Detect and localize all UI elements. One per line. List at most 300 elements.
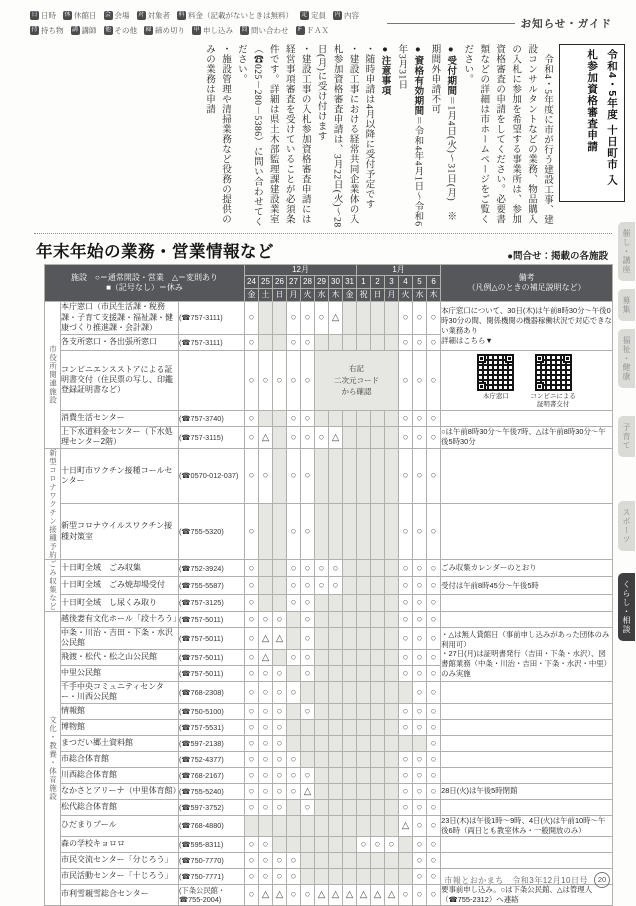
closed-cell — [385, 767, 399, 783]
closed-cell — [371, 628, 385, 650]
closed-cell — [329, 751, 343, 767]
open-mark-cell: ○ — [245, 852, 259, 868]
open-mark-cell: ○ — [245, 612, 259, 628]
table-row — [45, 836, 613, 852]
closed-cell — [343, 852, 357, 868]
article-text: 令和4・5年度に市が行う建設工事、建設コンサルタントなどの業務、物品購入の入札に参加を希望する事業所は、参加資格審査の申請をしてください。必要書類などの詳細は市ホームページをご覧ください。 — [462, 44, 552, 225]
closed-cell — [357, 577, 371, 594]
open-mark-cell: ○ — [427, 815, 441, 836]
closed-cell — [329, 836, 343, 852]
closed-cell — [329, 719, 343, 735]
open-mark-cell: ○ — [427, 703, 441, 719]
facility-phone: (☎597-2138) — [179, 735, 245, 751]
section-title: 年末年始の業務・営業情報など — [36, 243, 274, 261]
table-row — [45, 852, 613, 868]
closed-cell — [315, 852, 329, 868]
closed-cell — [259, 410, 273, 426]
irregular-mark-cell: △ — [329, 884, 343, 905]
schedule-table — [44, 264, 613, 906]
closed-cell — [301, 868, 315, 884]
remark-cell — [441, 594, 613, 611]
day-header: 金 — [245, 289, 259, 302]
closed-cell — [385, 751, 399, 767]
group-label-cell — [45, 448, 61, 560]
closed-cell — [357, 815, 371, 836]
table-row — [45, 350, 613, 410]
facility-phone: (☎0570-012-037) — [179, 448, 245, 504]
facility-name: 森の学校キョロロ — [61, 836, 179, 852]
facility-phone: (☎768-2308) — [179, 681, 245, 703]
facility-name: 市民交流センター「分じろう」 — [61, 852, 179, 868]
closed-cell — [315, 594, 329, 611]
irregular-mark-cell: △ — [315, 884, 329, 905]
open-mark-cell: ○ — [287, 594, 301, 611]
closed-cell — [301, 719, 315, 735]
open-mark-cell: ○ — [427, 836, 441, 852]
table-row — [45, 577, 613, 594]
closed-cell — [385, 703, 399, 719]
open-mark-cell: ○ — [427, 302, 441, 334]
open-mark-cell: ○ — [287, 783, 301, 799]
legend-item — [177, 9, 293, 22]
table-row — [45, 302, 613, 334]
closed-cell — [385, 665, 399, 681]
open-mark-cell: ○ — [427, 560, 441, 577]
closed-cell — [287, 612, 301, 628]
date-header: 26 — [273, 276, 287, 289]
remark-cell: ○は午前8時30分～午後7時、△は午前8時30分～午後5時30分 — [441, 426, 613, 448]
open-mark-cell: ○ — [273, 665, 287, 681]
open-mark-cell: ○ — [301, 410, 315, 426]
table-header-december: 12月 — [245, 265, 357, 276]
qr-code-city-hall-wrap — [477, 354, 514, 401]
closed-cell — [329, 448, 343, 504]
open-mark-cell: ○ — [259, 767, 273, 783]
facility-name: 本庁窓口（市民生活課・税務課・子育て支援課・福祉課・健康づくり推進課・会計課） — [61, 302, 179, 334]
open-mark-cell: ○ — [399, 884, 413, 905]
closed-cell — [343, 783, 357, 799]
open-mark-cell: ○ — [427, 577, 441, 594]
legend-item-label: 料金（記載がないときは無料） — [188, 11, 293, 20]
closed-cell — [371, 302, 385, 334]
day-header: 水 — [315, 289, 329, 302]
irregular-mark-cell: △ — [259, 628, 273, 650]
closed-cell — [329, 504, 343, 560]
open-mark-cell: ○ — [287, 681, 301, 703]
closed-cell — [343, 560, 357, 577]
remark-cell — [441, 836, 613, 852]
closed-cell — [385, 334, 399, 350]
closed-cell — [273, 815, 287, 836]
table-row — [45, 560, 613, 577]
article-heading: ●受付期間 — [445, 44, 457, 96]
article-heading: ●資格有効期間 — [412, 44, 424, 116]
open-mark-cell: ○ — [413, 703, 427, 719]
irregular-mark-cell: △ — [259, 649, 273, 665]
open-mark-cell: ○ — [301, 649, 315, 665]
closed-cell — [343, 703, 357, 719]
closed-cell — [357, 410, 371, 426]
closed-cell — [273, 426, 287, 448]
open-mark-cell: ○ — [273, 735, 287, 751]
open-mark-cell: ○ — [413, 448, 427, 504]
closed-cell — [315, 649, 329, 665]
closed-cell — [357, 767, 371, 783]
closed-cell — [259, 577, 273, 594]
open-mark-cell: ○ — [329, 560, 343, 577]
open-mark-cell: ○ — [301, 560, 315, 577]
open-mark-cell: ○ — [273, 681, 287, 703]
article-title-box — [559, 44, 625, 202]
closed-cell — [385, 594, 399, 611]
open-mark-cell: ○ — [287, 751, 301, 767]
table-row — [45, 594, 613, 611]
closed-cell — [287, 703, 301, 719]
closed-cell — [371, 504, 385, 560]
closed-cell — [371, 594, 385, 611]
day-header: 木 — [329, 289, 343, 302]
open-mark-cell: ○ — [301, 577, 315, 594]
open-mark-cell: ○ — [413, 868, 427, 884]
legend-休-icon: 休 — [64, 12, 71, 18]
facility-name: ひだまりプール — [61, 815, 179, 836]
sidebar-tab-6: くらし・相談 — [618, 573, 635, 641]
closed-cell — [343, 815, 357, 836]
section-contact: ●問合せ：掲載の各施設 — [507, 251, 608, 262]
closed-cell — [343, 665, 357, 681]
facility-name: 消費生活センター — [61, 410, 179, 426]
open-mark-cell: ○ — [357, 836, 371, 852]
open-mark-cell: ○ — [413, 504, 427, 560]
closed-cell — [273, 448, 287, 504]
closed-cell — [357, 594, 371, 611]
closed-cell — [371, 410, 385, 426]
closed-cell — [343, 751, 357, 767]
date-header: 4 — [399, 276, 413, 289]
legend-item — [333, 9, 359, 22]
open-mark-cell: ○ — [399, 350, 413, 410]
open-mark-cell: ○ — [301, 612, 315, 628]
open-mark-cell: ○ — [287, 577, 301, 594]
closed-cell — [357, 783, 371, 799]
facility-phone: (☎757-5531) — [179, 719, 245, 735]
date-header: 29 — [315, 276, 329, 289]
facility-name: 新型コロナウイルスワクチン接種対策室 — [61, 504, 179, 560]
open-mark-cell: ○ — [245, 719, 259, 735]
open-mark-cell: ○ — [301, 767, 315, 783]
open-mark-cell: ○ — [399, 410, 413, 426]
closed-cell — [273, 836, 287, 852]
closed-cell — [315, 504, 329, 560]
open-mark-cell: ○ — [427, 448, 441, 504]
facility-phone: (☎750-5100) — [179, 703, 245, 719]
facility-phone: (☎755-5240) — [179, 783, 245, 799]
open-mark-cell: ○ — [413, 783, 427, 799]
open-mark-cell: ○ — [413, 302, 427, 334]
closed-cell — [329, 868, 343, 884]
closed-cell — [385, 504, 399, 560]
open-mark-cell: ○ — [413, 350, 427, 410]
closed-cell — [329, 852, 343, 868]
open-mark-cell: ○ — [315, 577, 329, 594]
closed-cell — [357, 799, 371, 815]
closed-cell — [315, 703, 329, 719]
open-mark-cell: ○ — [259, 665, 273, 681]
open-mark-cell: ○ — [399, 577, 413, 594]
legend-item-label: 日時 — [41, 11, 56, 20]
closed-cell — [315, 783, 329, 799]
facility-name: 十日町全域 し尿くみ取り — [61, 594, 179, 611]
open-mark-cell: ○ — [399, 612, 413, 628]
qr-finder — [535, 382, 544, 391]
legend-item-label: 休館日 — [74, 11, 97, 20]
facility-phone: (☎757-3125) — [179, 594, 245, 611]
open-mark-cell: ○ — [399, 628, 413, 650]
closed-cell — [343, 681, 357, 703]
open-mark-cell: ○ — [245, 751, 259, 767]
closed-cell — [371, 783, 385, 799]
facility-phone: (☎750-7770) — [179, 852, 245, 868]
closed-cell — [385, 815, 399, 836]
closed-cell — [245, 815, 259, 836]
facility-name: 川西総合体育館 — [61, 767, 179, 783]
article-heading: ●注意事項 — [379, 44, 391, 96]
date-header: 25 — [259, 276, 273, 289]
legend-申-icon: 申 — [193, 27, 200, 33]
open-mark-cell: ○ — [287, 767, 301, 783]
facility-phone: (下条公民館・☎755-2004) — [179, 884, 245, 905]
facility-phone: (☎768-4880) — [179, 815, 245, 836]
irregular-mark-cell: △ — [399, 815, 413, 836]
qr-code-convenience-icon — [535, 354, 572, 391]
day-header: 月 — [287, 289, 301, 302]
closed-cell — [357, 665, 371, 681]
closed-cell — [287, 735, 301, 751]
open-mark-cell: ○ — [427, 681, 441, 703]
irregular-mark-cell: △ — [273, 884, 287, 905]
article-text: ＝1月4日(火)～31日(月) ※期間外申請不可 — [429, 44, 456, 222]
closed-cell — [329, 628, 343, 650]
open-mark-cell: ○ — [287, 426, 301, 448]
date-header: 1 — [357, 276, 371, 289]
remark-cell — [441, 735, 613, 751]
open-mark-cell: ○ — [245, 836, 259, 852]
closed-cell — [329, 735, 343, 751]
open-mark-cell: ○ — [287, 649, 301, 665]
open-mark-cell: ○ — [413, 767, 427, 783]
qr-finder — [563, 354, 572, 363]
open-mark-cell: ○ — [259, 799, 273, 815]
open-mark-cell: ○ — [427, 410, 441, 426]
open-mark-cell: ○ — [399, 649, 413, 665]
open-mark-cell: ○ — [245, 703, 259, 719]
remark-cell: 要事前申し込み。○は下条公民館、△は管理人（☎755-2312）へ連絡 — [441, 884, 613, 905]
facility-phone: (☎750-7771) — [179, 868, 245, 884]
open-mark-cell: ○ — [399, 703, 413, 719]
closed-cell — [399, 868, 413, 884]
sidebar-tab-5: スポーツ — [618, 501, 635, 551]
open-mark-cell: ○ — [273, 783, 287, 799]
footer-issue-text: 市報とおかまち 令和3年12月10日号 — [444, 875, 588, 885]
group-label: 市役所関連施設 — [48, 345, 58, 405]
remark-cell — [441, 852, 613, 868]
closed-cell — [329, 799, 343, 815]
open-mark-cell: ○ — [259, 735, 273, 751]
closed-cell — [259, 815, 273, 836]
legend-他-icon: 他 — [104, 27, 111, 33]
legend-料-icon: 料 — [178, 12, 185, 18]
page-footer — [444, 872, 610, 888]
closed-cell — [371, 735, 385, 751]
open-mark-cell: ○ — [399, 719, 413, 735]
open-mark-cell: ○ — [427, 799, 441, 815]
table-row — [45, 783, 613, 799]
facility-name: まつだい郷土資料館 — [61, 735, 179, 751]
open-mark-cell: ○ — [413, 665, 427, 681]
open-mark-cell: ○ — [427, 751, 441, 767]
open-mark-cell: ○ — [259, 836, 273, 852]
remark-cell: 28日(火)は午後5時閉館 — [441, 783, 613, 799]
open-mark-cell: ○ — [259, 719, 273, 735]
legend-item-label: 講師 — [81, 26, 97, 35]
open-mark-cell: ○ — [259, 350, 273, 410]
open-mark-cell: ○ — [399, 448, 413, 504]
facility-phone — [179, 350, 245, 410]
closed-cell — [315, 334, 329, 350]
closed-cell — [385, 735, 399, 751]
closed-cell — [385, 681, 399, 703]
open-mark-cell: ○ — [287, 560, 301, 577]
facility-phone: (☎757-5011) — [179, 649, 245, 665]
date-header: 3 — [385, 276, 399, 289]
closed-cell — [273, 560, 287, 577]
closed-cell — [371, 799, 385, 815]
table-row — [45, 681, 613, 703]
closed-cell — [301, 852, 315, 868]
open-mark-cell: ○ — [413, 751, 427, 767]
open-mark-cell: ○ — [427, 868, 441, 884]
closed-cell — [259, 560, 273, 577]
open-mark-cell: ○ — [287, 868, 301, 884]
facility-name: 十日町全域 ごみ収集 — [61, 560, 179, 577]
closed-cell — [343, 719, 357, 735]
closed-cell — [301, 735, 315, 751]
table-row — [45, 799, 613, 815]
legend-item — [104, 24, 138, 37]
irregular-mark-cell: △ — [371, 884, 385, 905]
closed-cell — [357, 628, 371, 650]
open-mark-cell: ○ — [427, 852, 441, 868]
closed-cell — [343, 868, 357, 884]
facility-name: なかさとアリーナ（中里体育館） — [61, 783, 179, 799]
open-mark-cell: ○ — [301, 350, 315, 410]
legend-問-icon: 問 — [241, 27, 248, 33]
open-mark-cell: ○ — [399, 302, 413, 334]
closed-cell — [273, 649, 287, 665]
facility-name: 飛渡・松代・松之山公民館 — [61, 649, 179, 665]
closed-cell — [371, 767, 385, 783]
legend-item — [300, 9, 326, 22]
facility-name: 十日町市ワクチン接種コールセンター — [61, 448, 179, 504]
qr-finder — [505, 354, 514, 363]
open-mark-cell: ○ — [399, 560, 413, 577]
closed-cell — [329, 815, 343, 836]
open-mark-cell: ○ — [245, 884, 259, 905]
sidebar-tab-1: 催し・講座 — [618, 222, 635, 281]
qr-finder — [477, 382, 486, 391]
legend-item-label: その他 — [114, 26, 137, 35]
day-header: 日 — [371, 289, 385, 302]
open-mark-cell: ○ — [287, 504, 301, 560]
qr-note-cell: 右記 二次元コード から確認 — [315, 350, 399, 410]
closed-cell — [259, 504, 273, 560]
day-header: 月 — [385, 289, 399, 302]
open-mark-cell: ○ — [413, 594, 427, 611]
closed-cell — [357, 504, 371, 560]
open-mark-cell: ○ — [273, 350, 287, 410]
closed-cell — [385, 612, 399, 628]
closed-cell — [371, 703, 385, 719]
open-mark-cell: ○ — [427, 665, 441, 681]
closed-cell — [329, 767, 343, 783]
closed-cell — [273, 504, 287, 560]
facility-name: 市総合体育館 — [61, 751, 179, 767]
closed-cell — [357, 560, 371, 577]
open-mark-cell: ○ — [399, 594, 413, 611]
legend-item — [144, 24, 185, 37]
remark-cell — [441, 719, 613, 735]
facility-phone: (☎757-3740) — [179, 410, 245, 426]
closed-cell — [399, 836, 413, 852]
group-label-cell — [45, 612, 61, 906]
open-mark-cell: ○ — [371, 836, 385, 852]
closed-cell — [385, 426, 399, 448]
legend-item-label: 内容 — [344, 11, 359, 20]
open-mark-cell: ○ — [413, 884, 427, 905]
date-header: 2 — [371, 276, 385, 289]
irregular-mark-cell: △ — [259, 884, 273, 905]
open-mark-cell: ○ — [413, 426, 427, 448]
closed-cell — [357, 334, 371, 350]
closed-cell — [287, 815, 301, 836]
closed-cell — [385, 302, 399, 334]
open-mark-cell: ○ — [413, 612, 427, 628]
open-mark-cell: ○ — [245, 504, 259, 560]
closed-cell — [315, 868, 329, 884]
legend-item — [63, 9, 97, 22]
table-header-remarks: 備考 （凡例△のときの補足説明など） — [441, 265, 613, 302]
sidebar-tabs — [616, 222, 636, 641]
open-mark-cell: ○ — [245, 577, 259, 594]
open-mark-cell: ○ — [413, 799, 427, 815]
open-mark-cell: ○ — [273, 719, 287, 735]
remark-cell: ・△は無人貸館日（事前申し込みがあった団体のみ利用可） ・27日(月)は証明書発行（吉田・下条・水沢）、図書館業務（中条・川治・吉田・下条・水沢・中里）のみ実施 — [441, 628, 613, 682]
irregular-mark-cell: △ — [259, 426, 273, 448]
open-mark-cell: ○ — [301, 665, 315, 681]
day-header: 金 — [343, 289, 357, 302]
open-mark-cell: ○ — [301, 703, 315, 719]
open-mark-cell: ○ — [413, 681, 427, 703]
facility-phone: (☎752-3924) — [179, 560, 245, 577]
closed-cell — [315, 836, 329, 852]
legend-item — [30, 24, 64, 37]
closed-cell — [315, 735, 329, 751]
irregular-mark-cell: △ — [385, 884, 399, 905]
day-header: 祝 — [357, 289, 371, 302]
open-mark-cell: ○ — [399, 665, 413, 681]
closed-cell — [315, 665, 329, 681]
closed-cell — [357, 751, 371, 767]
